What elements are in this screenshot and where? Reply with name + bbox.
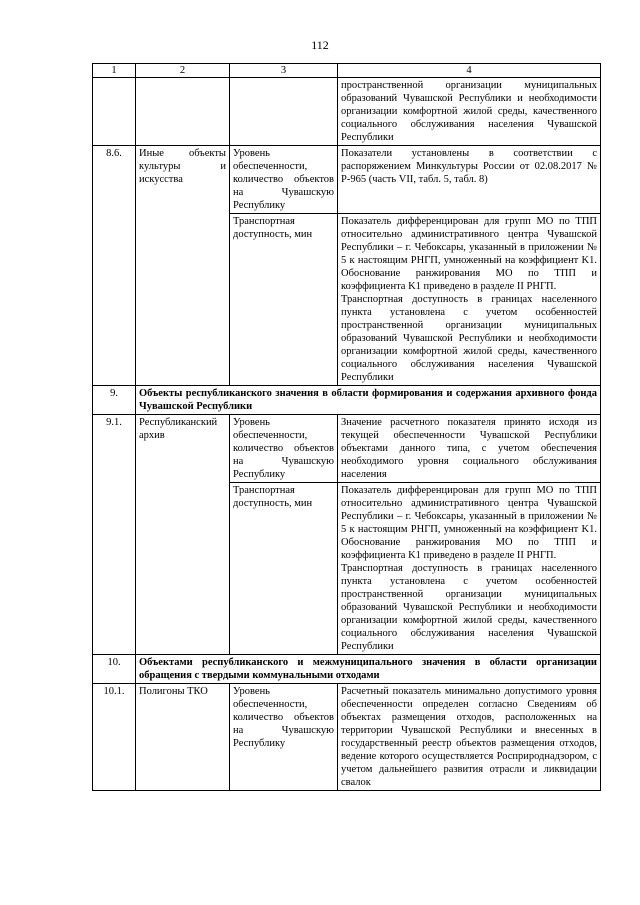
row-number: 9.1.	[93, 415, 136, 655]
table-row-9-1	[93, 415, 601, 483]
section-number: 10.	[93, 655, 136, 684]
indicator-name: Уровень обеспеченности, количество объектов на Чувашскую Республику	[230, 684, 338, 791]
table-row-continuation	[93, 78, 601, 146]
indicator-description: Показатель дифференцирован для групп МО по ТПП относительно административного центра Чувашской Республики – г. Чебоксары, указанный в приложении № 5 к настоящим РНГП, умноженный на коэффициент K1. Обоснование ранжирования МО по ТПП и коэффициента K1 приведено в разделе II РНГП.	[341, 485, 597, 561]
indicator-name: Уровень обеспеченности, количество объектов на Чувашскую Республику	[230, 146, 338, 214]
table-row-8-6	[93, 146, 601, 214]
indicator-description: Транспортная доступность в границах населенного пункта установлена с учетом особенностей пространственной организации муниципальных образований Чувашской Республики и необходимости организации комфортной жилой среды, качественного социального обслуживания населения Чувашской Республики	[341, 563, 597, 652]
col-header-2: 2	[136, 64, 230, 78]
col-header-3: 3	[230, 64, 338, 78]
row-number: 10.1.	[93, 684, 136, 791]
row-number: 8.6.	[93, 146, 136, 386]
section-title: Объектами республиканского и межмуниципального значения в области организации обращения с твердыми коммунальными отходами	[136, 655, 601, 684]
table-header-row	[93, 64, 601, 78]
col-header-4: 4	[338, 64, 601, 78]
table-row-10-1	[93, 684, 601, 791]
indicator-description: Показатель дифференцирован для групп МО по ТПП относительно административного центра Чувашской Республики – г. Чебоксары, указанный в приложении № 5 к настоящим РНГП, умноженный на коэффициент K1. Обоснование ранжирования МО по ТПП и коэффициента K1 приведено в разделе II РНГП.	[341, 216, 597, 292]
section-row-10	[93, 655, 601, 684]
indicator-name: Уровень обеспеченности, количество объектов на Чувашскую Республику	[230, 415, 338, 483]
page-number: 112	[311, 38, 329, 52]
section-row-9	[93, 386, 601, 415]
indicator-name: Транспортная доступность, мин	[230, 483, 338, 655]
indicator-description: Значение расчетного показателя принято исходя из текущей обеспеченности Чувашской Республики объектами данного типа, с учетом обеспечения необходимого уровня социального обслуживания населения	[338, 415, 601, 483]
section-title: Объекты республиканского значения в области формирования и содержания архивного фонда Чувашской Республики	[136, 386, 601, 415]
object-name: Полигоны ТКО	[136, 684, 230, 791]
norms-table	[92, 63, 601, 791]
continuation-text: пространственной организации муниципальных образований Чувашской Республики и необходимости организации комфортной жилой среды, качественного социального обслуживания населения Чувашской Республики	[338, 78, 601, 146]
object-name: Республиканский архив	[136, 415, 230, 655]
indicator-description: Показатели установлены в соответствии с распоряжением Минкультуры России от 02.08.2017 № Р-965 (часть VII, табл. 5, табл. 8)	[338, 146, 601, 214]
section-number: 9.	[93, 386, 136, 415]
indicator-description: Расчетный показатель минимально допустимого уровня обеспеченности определен согласно Сведениям об объектах размещения отходов, расположенных на территории Чувашской Республики и внесенных в государственный реестр объектов размещения отходов, ведение которого осуществляется Росприроднадзором, с учетом дальнейшего развития отрасли и ликвидации свалок	[338, 684, 601, 791]
indicator-name: Транспортная доступность, мин	[230, 214, 338, 386]
indicator-description: Транспортная доступность в границах населенного пункта установлена с учетом особенностей пространственной организации муниципальных образований Чувашской Республики и необходимости организации комфортной жилой среды, качественного социального обслуживания населения Чувашской Республики	[341, 294, 597, 383]
object-name: Иные объекты культуры и искусства	[136, 146, 230, 386]
col-header-1: 1	[93, 64, 136, 78]
